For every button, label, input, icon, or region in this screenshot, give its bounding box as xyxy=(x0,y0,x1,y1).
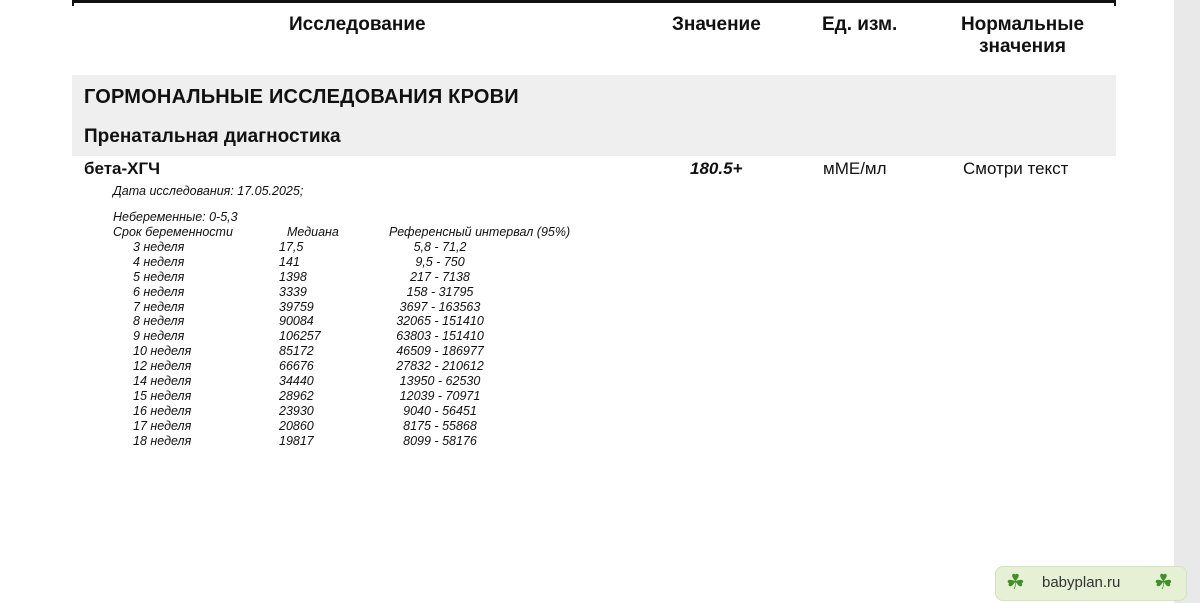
section-subtitle: Пренатальная диагностика xyxy=(84,126,341,147)
interval-cell: 9,5 - 750 xyxy=(415,254,465,269)
median-cell: 3339 xyxy=(279,284,307,299)
week-cell: 15 неделя xyxy=(133,388,192,403)
median-cell: 28962 xyxy=(279,388,314,403)
test-value: 180.5+ xyxy=(690,159,743,178)
column-header-unit: Ед. изм. xyxy=(822,14,898,35)
column-header-study: Исследование xyxy=(289,14,426,35)
median-cell: 34440 xyxy=(279,374,314,389)
test-normal-values: Смотри текст xyxy=(963,159,1069,178)
reference-header-median: Медиана xyxy=(287,225,339,239)
week-cell: 17 неделя xyxy=(133,418,192,433)
median-cell: 23930 xyxy=(279,403,314,418)
reference-header-interval: Референсный интервал (95%) xyxy=(389,225,571,239)
column-header-value: Значение xyxy=(672,14,761,35)
interval-cell: 217 - 7138 xyxy=(410,269,470,284)
median-cell: 39759 xyxy=(279,299,314,314)
clover-icon: ☘ xyxy=(1006,571,1025,594)
interval-cell: 63803 - 151410 xyxy=(396,329,484,344)
median-cell: 106257 xyxy=(279,329,321,344)
week-cell: 8 неделя xyxy=(133,314,185,329)
column-header-normal-values xyxy=(940,14,1105,58)
test-unit: мМЕ/мл xyxy=(823,159,887,178)
week-cell: 6 неделя xyxy=(133,284,185,299)
interval-cell: 8175 - 55868 xyxy=(403,418,477,433)
median-cell: 20860 xyxy=(279,418,314,433)
column-header-normal-line1: Нормальные xyxy=(960,14,1085,35)
week-cell: 12 неделя xyxy=(133,359,192,374)
week-cell: 18 неделя xyxy=(133,433,192,448)
non-pregnant-reference: Небеременные: 0-5,3 xyxy=(113,210,238,224)
reference-header-term: Срок беременности xyxy=(113,225,233,239)
table-border-left-tick xyxy=(72,0,74,6)
interval-cell: 12039 - 70971 xyxy=(399,388,481,403)
column-header-normal-line2: значения xyxy=(979,36,1066,57)
interval-cell: 13950 - 62530 xyxy=(399,374,481,389)
week-cell: 4 неделя xyxy=(133,254,185,269)
test-name: бета-ХГЧ xyxy=(84,159,161,178)
week-cell: 16 неделя xyxy=(133,403,192,418)
median-cell: 19817 xyxy=(279,433,314,448)
week-cell: 5 неделя xyxy=(133,269,185,284)
median-cell: 1398 xyxy=(279,269,307,284)
table-top-border xyxy=(72,0,1116,3)
median-cell: 85172 xyxy=(279,344,314,359)
interval-cell: 3697 - 163563 xyxy=(399,299,481,314)
interval-cell: 158 - 31795 xyxy=(406,284,474,299)
interval-cell: 5,8 - 71,2 xyxy=(413,240,467,254)
week-cell: 14 неделя xyxy=(133,374,192,389)
interval-cell: 46509 - 186977 xyxy=(396,344,484,359)
clover-icon: ☘ xyxy=(1154,571,1173,594)
interval-cell: 32065 - 151410 xyxy=(396,314,484,329)
median-cell: 90084 xyxy=(279,314,314,329)
test-date: Дата исследования: 17.05.2025; xyxy=(113,184,304,198)
week-cell: 10 неделя xyxy=(133,344,192,359)
interval-cell: 8099 - 58176 xyxy=(403,433,477,448)
median-cell: 66676 xyxy=(279,359,314,374)
section-title: ГОРМОНАЛЬНЫЕ ИССЛЕДОВАНИЯ КРОВИ xyxy=(84,86,519,108)
week-cell: 3 неделя xyxy=(133,240,185,254)
watermark-badge[interactable] xyxy=(995,566,1187,601)
table-border-right-tick xyxy=(1114,0,1116,6)
median-cell: 17,5 xyxy=(279,240,304,254)
interval-cell: 27832 - 210612 xyxy=(396,359,484,374)
interval-cell: 9040 - 56451 xyxy=(403,403,477,418)
page-edge-strip xyxy=(1174,0,1200,603)
watermark-text: babyplan.ru xyxy=(1042,574,1121,591)
median-cell: 141 xyxy=(279,254,300,269)
week-cell: 7 неделя xyxy=(133,299,185,314)
week-cell: 9 неделя xyxy=(133,329,185,344)
